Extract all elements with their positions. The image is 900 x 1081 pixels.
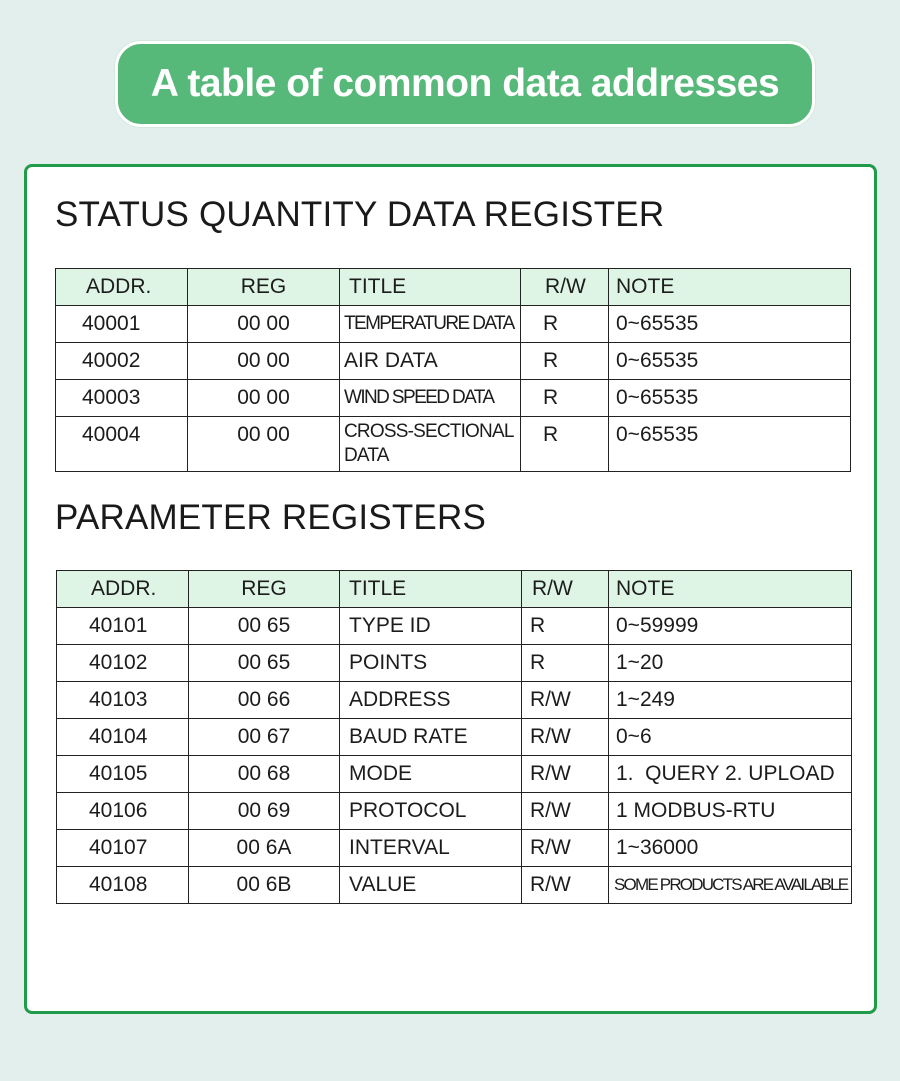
table-header-row bbox=[57, 571, 852, 608]
column-header-rw: R/W bbox=[521, 269, 609, 306]
cell-reg: 00 6A bbox=[189, 830, 340, 867]
cell-addr: 40101 bbox=[57, 608, 189, 645]
cell-title: AIR DATA bbox=[340, 343, 521, 380]
table-row bbox=[56, 417, 851, 472]
cell-title: BAUD RATE bbox=[340, 719, 522, 756]
column-header-rw: R/W bbox=[522, 571, 609, 608]
cell-addr: 40001 bbox=[56, 306, 188, 343]
column-header-note: NOTE bbox=[609, 269, 851, 306]
cell-reg: 00 00 bbox=[188, 380, 340, 417]
cell-note: 1~249 bbox=[609, 682, 852, 719]
cell-title: PROTOCOL bbox=[340, 793, 522, 830]
cell-title: TYPE ID bbox=[340, 608, 522, 645]
cell-title: INTERVAL bbox=[340, 830, 522, 867]
cell-note: SOME PRODUCTS ARE AVAILABLE bbox=[609, 867, 852, 904]
table-row bbox=[57, 830, 852, 867]
column-header-reg: REG bbox=[189, 571, 340, 608]
cell-reg: 00 00 bbox=[188, 417, 340, 472]
column-header-title: TITLE bbox=[340, 571, 522, 608]
cell-reg: 00 00 bbox=[188, 306, 340, 343]
cell-title: MODE bbox=[340, 756, 522, 793]
table-row bbox=[57, 719, 852, 756]
cell-rw: R bbox=[522, 608, 609, 645]
cell-note: 0~65535 bbox=[609, 343, 851, 380]
cell-rw: R/W bbox=[522, 682, 609, 719]
cell-note: 1. QUERY 2. UPLOAD bbox=[609, 756, 852, 793]
cell-title: POINTS bbox=[340, 645, 522, 682]
cell-addr: 40004 bbox=[56, 417, 188, 472]
cell-title: TEMPERATURE DATA bbox=[340, 306, 521, 343]
parameter-registers-table bbox=[56, 570, 852, 904]
cell-note: 0~65535 bbox=[609, 380, 851, 417]
table-row bbox=[56, 380, 851, 417]
table-header-row bbox=[56, 269, 851, 306]
table-row bbox=[57, 645, 852, 682]
cell-note: 1 MODBUS-RTU bbox=[609, 793, 852, 830]
cell-rw: R bbox=[521, 417, 609, 472]
cell-rw: R/W bbox=[522, 830, 609, 867]
cell-rw: R/W bbox=[522, 867, 609, 904]
status-register-table bbox=[55, 268, 851, 472]
cell-reg: 00 65 bbox=[189, 645, 340, 682]
cell-title: ADDRESS bbox=[340, 682, 522, 719]
cell-note: 0~65535 bbox=[609, 306, 851, 343]
table-row bbox=[56, 343, 851, 380]
cell-addr: 40108 bbox=[57, 867, 189, 904]
cell-addr: 40003 bbox=[56, 380, 188, 417]
cell-reg: 00 69 bbox=[189, 793, 340, 830]
content-card bbox=[24, 164, 877, 1014]
table-row bbox=[57, 682, 852, 719]
cell-rw: R/W bbox=[522, 793, 609, 830]
cell-note: 1~20 bbox=[609, 645, 852, 682]
cell-note: 0~65535 bbox=[609, 417, 851, 472]
cell-addr: 40002 bbox=[56, 343, 188, 380]
column-header-title: TITLE bbox=[340, 269, 521, 306]
page-banner bbox=[115, 41, 815, 127]
page-title: A table of common data addresses bbox=[150, 62, 780, 105]
cell-reg: 00 00 bbox=[188, 343, 340, 380]
cell-rw: R/W bbox=[522, 756, 609, 793]
cell-reg: 00 66 bbox=[189, 682, 340, 719]
cell-rw: R bbox=[521, 380, 609, 417]
cell-title: WIND SPEED DATA bbox=[340, 380, 521, 417]
table-row bbox=[57, 867, 852, 904]
cell-reg: 00 65 bbox=[189, 608, 340, 645]
cell-addr: 40106 bbox=[57, 793, 189, 830]
cell-rw: R bbox=[522, 645, 609, 682]
cell-rw: R bbox=[521, 306, 609, 343]
cell-addr: 40104 bbox=[57, 719, 189, 756]
cell-addr: 40105 bbox=[57, 756, 189, 793]
column-header-addr: ADDR. bbox=[57, 571, 189, 608]
table-row bbox=[56, 306, 851, 343]
column-header-reg: REG bbox=[188, 269, 340, 306]
cell-note: 0~59999 bbox=[609, 608, 852, 645]
status-register-heading: STATUS QUANTITY DATA REGISTER bbox=[55, 195, 665, 234]
parameter-registers-heading: PARAMETER REGISTERS bbox=[55, 498, 486, 537]
cell-reg: 00 68 bbox=[189, 756, 340, 793]
cell-rw: R bbox=[521, 343, 609, 380]
cell-reg: 00 6B bbox=[189, 867, 340, 904]
cell-note: 1~36000 bbox=[609, 830, 852, 867]
cell-addr: 40103 bbox=[57, 682, 189, 719]
table-row bbox=[57, 756, 852, 793]
cell-addr: 40107 bbox=[57, 830, 189, 867]
cell-title: CROSS-SECTIONAL DATA bbox=[340, 417, 521, 472]
column-header-addr: ADDR. bbox=[56, 269, 188, 306]
cell-title: VALUE bbox=[340, 867, 522, 904]
cell-reg: 00 67 bbox=[189, 719, 340, 756]
table-row bbox=[57, 608, 852, 645]
cell-note: 0~6 bbox=[609, 719, 852, 756]
table-row bbox=[57, 793, 852, 830]
cell-addr: 40102 bbox=[57, 645, 189, 682]
column-header-note: NOTE bbox=[609, 571, 852, 608]
cell-rw: R/W bbox=[522, 719, 609, 756]
